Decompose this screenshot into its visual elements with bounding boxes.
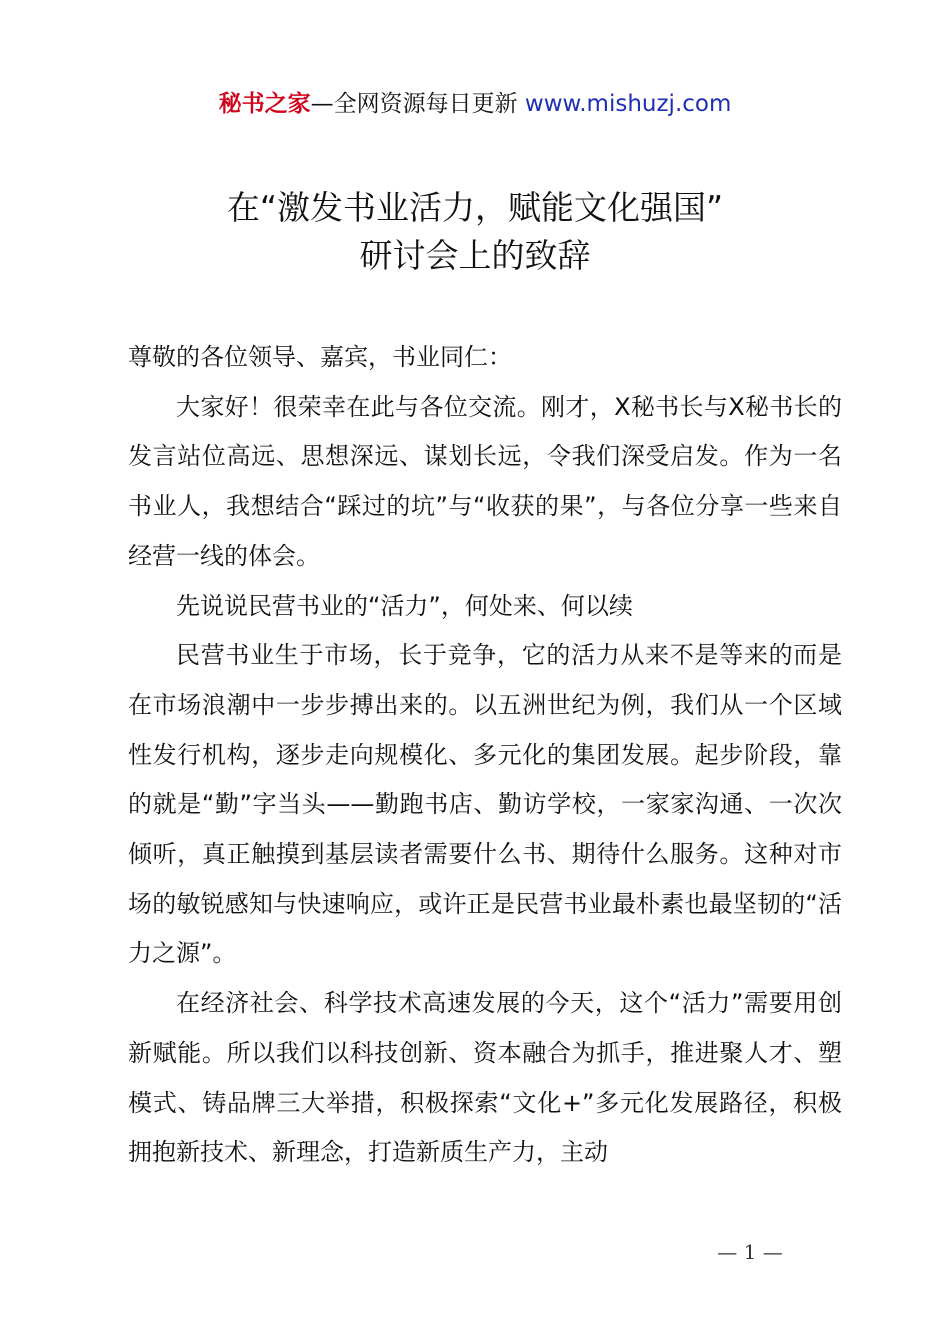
header-brand: 秘书之家 xyxy=(218,91,311,117)
salutation: 尊敬的各位领导、嘉宾，书业同仁： xyxy=(128,343,512,371)
title-line-2: 研讨会上的致辞 xyxy=(359,236,591,275)
header-tagline: —全网资源每日更新 xyxy=(310,91,525,117)
page-header xyxy=(0,86,950,122)
document-body xyxy=(128,333,842,1178)
paragraph: 民营书业生于市场，长于竞争，它的活力从来不是等来的而是在市场浪潮中一步步搏出来的。以五洲世纪为例，我们从一个区域性发行机构，逐步走向规模化、多元化的集团发展。起步阶段，靠的就是“勤”字当头——勤跑书店、勤访学校，一家家沟通、一次次倾听，真正触摸到基层读者需要什么书、期待什么服务。这种对市场的敏锐感知与快速响应，或许正是民营书业最朴素也最坚韧的“活力之源”。 xyxy=(128,641,842,968)
page-number: — 1 — xyxy=(717,1240,783,1264)
header-site-url[interactable]: www.mishuzj.com xyxy=(524,91,732,117)
paragraph: 大家好！很荣幸在此与各位交流。刚才，X秘书长与X秘书长的发言站位高远、思想深远、谋划长远，令我们深受启发。作为一名书业人，我想结合“踩过的坑”与“收获的果”，与各位分享一些来自经营一线的体会。 xyxy=(128,392,842,570)
paragraph: 在经济社会、科学技术高速发展的今天，这个“活力”需要用创新赋能。所以我们以科技创新、资本融合为抓手，推进聚人才、塑模式、铸品牌三大举措，积极探索“文化+”多元化发展路径，积极拥抱新技术、新理念，打造新质生产力，主动 xyxy=(128,989,842,1167)
title-line-1: 在“激发书业活力，赋能文化强国” xyxy=(226,188,724,227)
document-title xyxy=(0,184,950,280)
paragraph: 先说说民营书业的“活力”，何处来、何以续 xyxy=(176,591,633,620)
